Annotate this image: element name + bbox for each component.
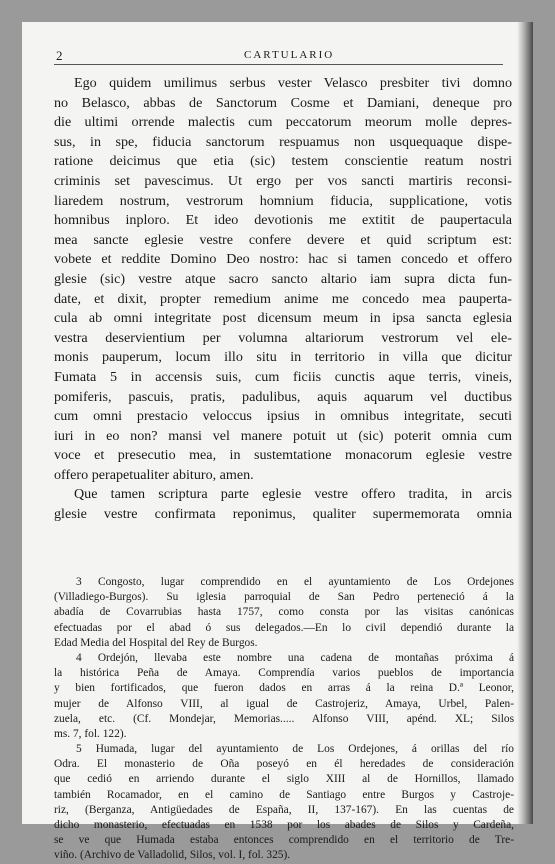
text-line: no Belasco, abbas de Sanctorum Cosme et Damiani, deneque pro <box>54 94 512 111</box>
text-line: vobete et reddite Domino Deo nostro: hac si tamen concedo et offero <box>54 251 512 268</box>
footnote-line: y bien fortificados, que fueron dados en arras á la reina D.ª Leonor, <box>54 682 514 695</box>
main-text <box>54 74 512 525</box>
text-line: mea sancte eglesie vestre confere devere et quid scriptum est: <box>54 231 512 248</box>
footnote-line: mujer de Alfonso VIII, al igual de Castrojeriz, Amaya, Urbel, Palen- <box>54 697 514 710</box>
text-line: homnibus inploro. Et ideo devotionis me extitit de paupertacula <box>54 212 512 229</box>
footnote-line: riz, (Berganza, Antigüedades de España, II, 137-167). En las cuentas de <box>54 803 514 816</box>
footnote-line: 3 Congosto, lugar comprendido en el ayuntamiento de Los Ordejones <box>76 576 514 588</box>
text-line: monis pauperum, locum illo situ in territorio in villa que dicitur <box>54 349 512 366</box>
page-number: 2 <box>56 48 63 63</box>
running-header <box>54 48 503 65</box>
footnote-line: 5 Humada, lugar del ayuntamiento de Los Ordejones, á orillas del río <box>76 743 514 756</box>
footnote-line: Odra. El monasterio de Oña poseyó en él heredades de consideración <box>54 758 514 771</box>
footnote-line: zuela, etc. (Cf. Mondejar, Memorias..... Alfonso VIII, apénd. XL; Silos <box>54 712 514 725</box>
page-gutter-shadow <box>517 22 533 824</box>
text-line: liaredem nostrum, vestrorum homnium fiducia, supplicatione, votis <box>54 192 512 209</box>
text-line: voce et presecutio mea, in sustemtatione monacorum eglesie vestre <box>54 447 512 464</box>
text-line: die ultimi orrende malectis cum peccatorum meorum molle depres- <box>54 114 512 131</box>
text-line: iuri in eo non? mansi vel manere potuit ut (sic) poterit omnia cum <box>54 427 512 444</box>
footnote-line: que cedió en arriendo durante el siglo XIII al de Hornillos, llamado <box>54 773 514 786</box>
footnote-line: la histórica Peña de Amaya. Comprendía varios pueblos de importancia <box>54 667 514 680</box>
text-line: cum omni prestacio veloccus ipsius in omnibus integritate, secuti <box>54 408 512 425</box>
footnote-line: 4 Ordejón, llevaba este nombre una cadena de montañas próxima á <box>76 651 514 664</box>
text-line: glesie vestre confirmata reponimus, qualiter supermemorata omnia <box>54 506 512 523</box>
footnote-line: viño. (Archivo de Valladolid, Silos, vol. I, fol. 325). <box>54 849 291 862</box>
footnotes <box>54 575 514 864</box>
scanned-page <box>22 22 533 862</box>
text-line: pomiferis, pascuis, pratis, padulibus, aquis aquarum vel ductibus <box>54 388 512 405</box>
text-line: Ego quidem umilimus serbus vester Velasco presbiter tivi domno <box>74 75 512 91</box>
footnote-line: dicho monasterio, efectuadas en 1538 por los abades de Silos y Cardeña, <box>54 819 514 831</box>
text-line: offero perapetualiter abituro, amen. <box>54 466 254 483</box>
running-title: CARTULARIO <box>244 49 335 61</box>
footnote-line: Edad Media del Hospital del Rey de Burgos. <box>54 636 258 649</box>
text-line: sus, in spe, fiducia sanctorum respuamus non usquequaque dispe- <box>54 133 512 150</box>
text-line: Que tamen scriptura parte eglesie vestre offero tradita, in arcis <box>74 486 512 503</box>
text-line: Fumata 5 in accensis suis, cum ficiis cunctis aque terris, vineis, <box>54 368 512 385</box>
footnote-line: abadía de Covarrubias hasta 1757, como consta por las visitas canónicas <box>54 606 514 619</box>
text-line: ratione deicimus que etia (sic) testem conscientie reatum nostri <box>54 153 512 170</box>
text-line: vestra deservientium per volumna altariorum vestrorum vel ele- <box>54 329 512 346</box>
footnote-line: ms. 7, fol. 122). <box>54 727 127 740</box>
text-line: cula ab omni integritate post dicensum meum in ipsa sancta eglesia <box>54 310 512 327</box>
footnote-line: se ve que Humada estaba entonces comprendido en el territorio de Tre- <box>54 834 514 847</box>
footnote-line: también Rocamador, en el camino de Santiago entre Burgos y Castroje- <box>54 788 514 801</box>
text-line: date, et dixit, propter remedium anime me concedo mea pauperta- <box>54 290 512 307</box>
text-line: glesie (sic) vestre atque sacro sancto altario iam supra dicta fun- <box>54 270 512 287</box>
footnote-line: efectuadas por el abad ó sus delegados.—En lo civil dependió durante la <box>54 621 514 634</box>
footnote-line: (Villadiego-Burgos). Su iglesia parroquial de San Pedro perteneció á la <box>54 591 514 604</box>
text-line: criminis set pavescimus. Ut ergo per vos sancti martiris reconsi- <box>54 172 512 189</box>
